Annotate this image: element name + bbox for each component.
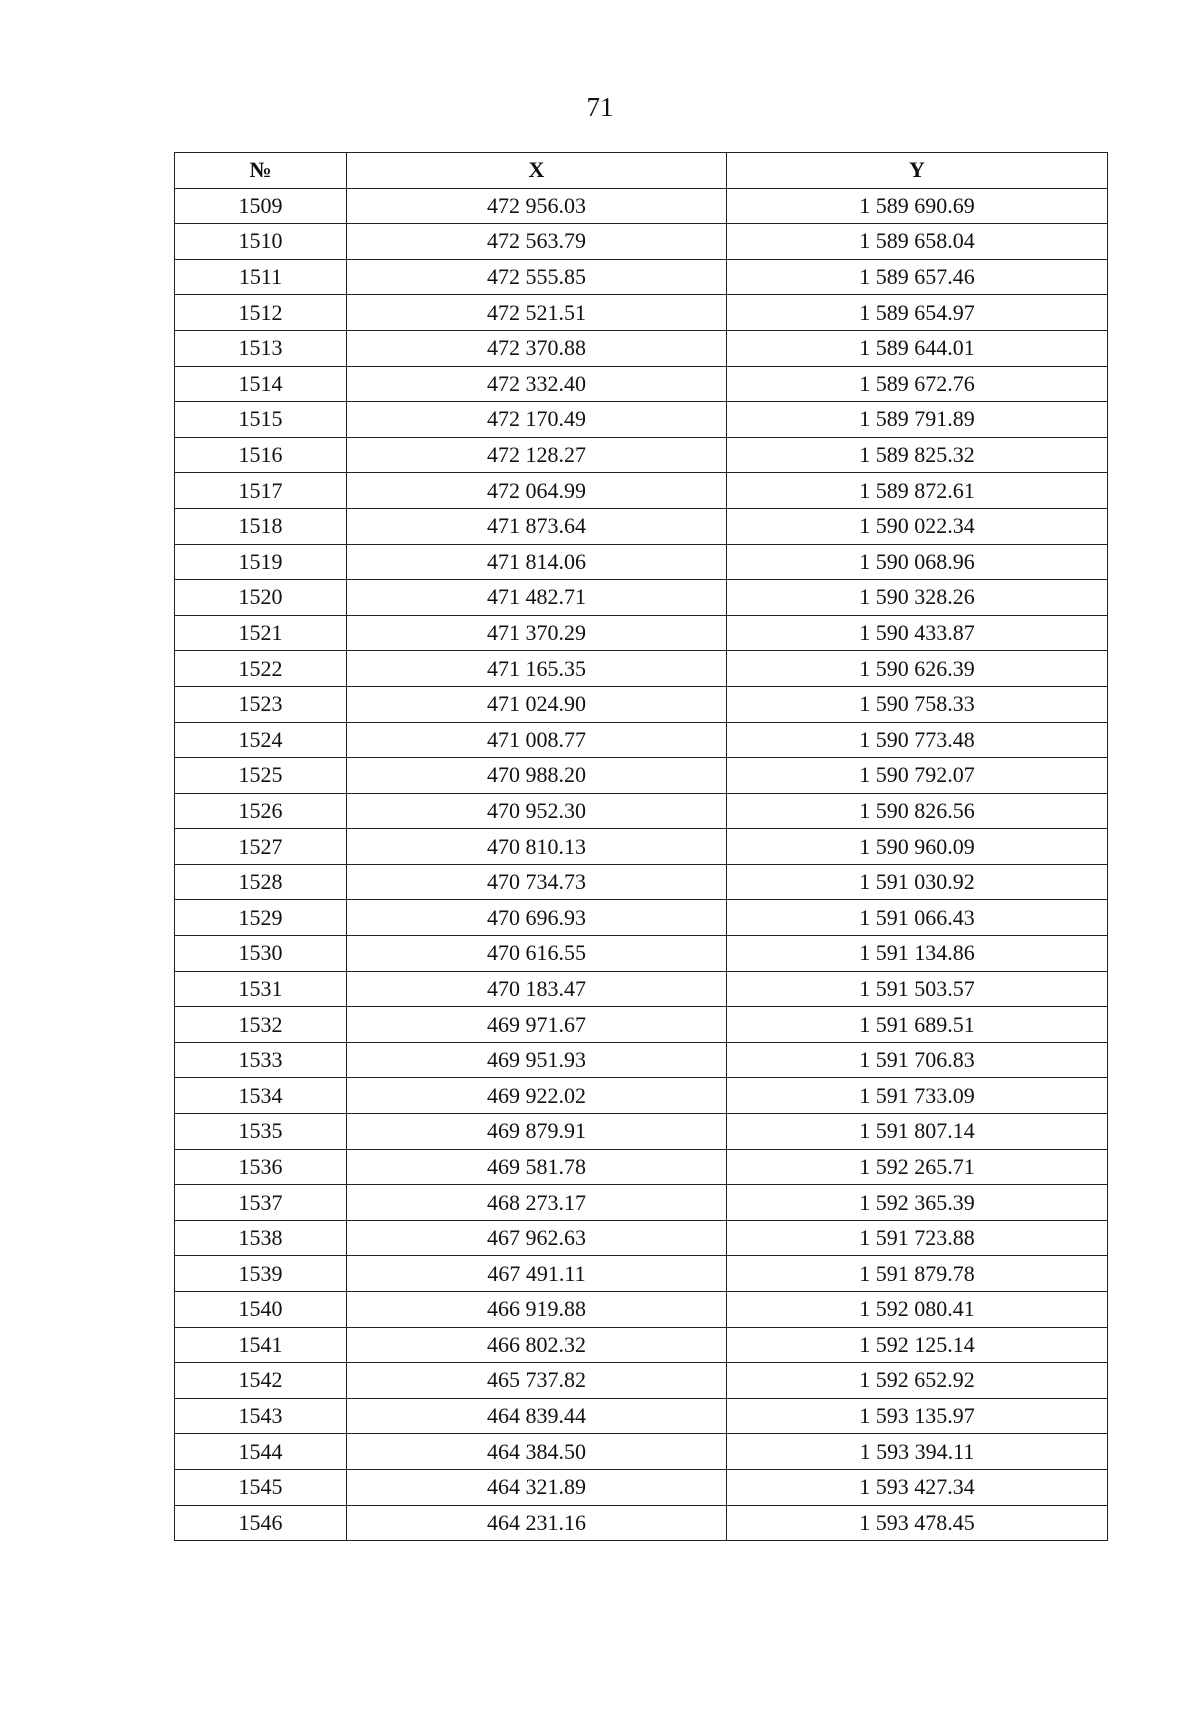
table-row — [175, 1327, 1108, 1363]
cell-x: 467 491.11 — [347, 1256, 727, 1292]
cell-y: 1 589 690.69 — [727, 188, 1108, 224]
cell-x: 472 563.79 — [347, 224, 727, 260]
cell-number: 1524 — [175, 722, 347, 758]
cell-x: 470 988.20 — [347, 758, 727, 794]
cell-x: 472 521.51 — [347, 295, 727, 331]
cell-x: 465 737.82 — [347, 1363, 727, 1399]
cell-x: 464 384.50 — [347, 1434, 727, 1470]
cell-number: 1540 — [175, 1292, 347, 1328]
cell-y: 1 589 657.46 — [727, 259, 1108, 295]
header-row — [175, 153, 1108, 189]
cell-y: 1 590 826.56 — [727, 793, 1108, 829]
cell-x: 472 064.99 — [347, 473, 727, 509]
table-row — [175, 615, 1108, 651]
cell-y: 1 591 689.51 — [727, 1007, 1108, 1043]
cell-number: 1542 — [175, 1363, 347, 1399]
cell-number: 1533 — [175, 1042, 347, 1078]
table-row — [175, 829, 1108, 865]
table-row — [175, 1042, 1108, 1078]
cell-x: 464 321.89 — [347, 1469, 727, 1505]
cell-y: 1 590 022.34 — [727, 508, 1108, 544]
cell-x: 471 165.35 — [347, 651, 727, 687]
table-row — [175, 1256, 1108, 1292]
cell-y: 1 590 773.48 — [727, 722, 1108, 758]
cell-y: 1 592 265.71 — [727, 1149, 1108, 1185]
cell-y: 1 591 706.83 — [727, 1042, 1108, 1078]
table-row — [175, 936, 1108, 972]
cell-number: 1519 — [175, 544, 347, 580]
cell-number: 1522 — [175, 651, 347, 687]
cell-x: 472 170.49 — [347, 402, 727, 438]
cell-number: 1534 — [175, 1078, 347, 1114]
cell-x: 469 971.67 — [347, 1007, 727, 1043]
cell-x: 470 696.93 — [347, 900, 727, 936]
cell-number: 1527 — [175, 829, 347, 865]
cell-y: 1 590 433.87 — [727, 615, 1108, 651]
cell-number: 1543 — [175, 1398, 347, 1434]
table-row — [175, 1398, 1108, 1434]
cell-number: 1530 — [175, 936, 347, 972]
cell-number: 1532 — [175, 1007, 347, 1043]
table-row — [175, 544, 1108, 580]
cell-number: 1528 — [175, 864, 347, 900]
cell-x: 469 879.91 — [347, 1114, 727, 1150]
cell-number: 1545 — [175, 1469, 347, 1505]
cell-y: 1 590 328.26 — [727, 580, 1108, 616]
cell-number: 1544 — [175, 1434, 347, 1470]
cell-number: 1516 — [175, 437, 347, 473]
cell-y: 1 591 503.57 — [727, 971, 1108, 1007]
cell-y: 1 591 807.14 — [727, 1114, 1108, 1150]
cell-x: 472 332.40 — [347, 366, 727, 402]
table-row — [175, 1469, 1108, 1505]
cell-number: 1518 — [175, 508, 347, 544]
cell-y: 1 593 478.45 — [727, 1505, 1108, 1541]
coordinates-table — [174, 152, 1108, 1541]
cell-y: 1 593 394.11 — [727, 1434, 1108, 1470]
table-row — [175, 437, 1108, 473]
cell-x: 471 482.71 — [347, 580, 727, 616]
cell-number: 1521 — [175, 615, 347, 651]
table-row — [175, 402, 1108, 438]
cell-x: 468 273.17 — [347, 1185, 727, 1221]
cell-number: 1536 — [175, 1149, 347, 1185]
table-row — [175, 508, 1108, 544]
cell-x: 466 919.88 — [347, 1292, 727, 1328]
cell-x: 467 962.63 — [347, 1220, 727, 1256]
table-row — [175, 1078, 1108, 1114]
table-row — [175, 864, 1108, 900]
table-row — [175, 758, 1108, 794]
cell-number: 1541 — [175, 1327, 347, 1363]
cell-y: 1 589 672.76 — [727, 366, 1108, 402]
cell-y: 1 592 125.14 — [727, 1327, 1108, 1363]
cell-number: 1511 — [175, 259, 347, 295]
table-row — [175, 259, 1108, 295]
cell-x: 464 231.16 — [347, 1505, 727, 1541]
table-row — [175, 366, 1108, 402]
cell-x: 471 008.77 — [347, 722, 727, 758]
page-number: 71 — [586, 92, 614, 122]
table-row — [175, 1434, 1108, 1470]
cell-number: 1526 — [175, 793, 347, 829]
cell-x: 471 370.29 — [347, 615, 727, 651]
cell-y: 1 592 080.41 — [727, 1292, 1108, 1328]
cell-number: 1509 — [175, 188, 347, 224]
cell-x: 470 183.47 — [347, 971, 727, 1007]
cell-number: 1537 — [175, 1185, 347, 1221]
cell-y: 1 591 879.78 — [727, 1256, 1108, 1292]
table-row — [175, 1007, 1108, 1043]
table-row — [175, 1220, 1108, 1256]
table-row — [175, 330, 1108, 366]
cell-number: 1531 — [175, 971, 347, 1007]
cell-x: 472 555.85 — [347, 259, 727, 295]
cell-x: 471 814.06 — [347, 544, 727, 580]
cell-x: 470 810.13 — [347, 829, 727, 865]
table-row — [175, 900, 1108, 936]
cell-y: 1 592 652.92 — [727, 1363, 1108, 1399]
cell-y: 1 591 066.43 — [727, 900, 1108, 936]
cell-x: 469 951.93 — [347, 1042, 727, 1078]
table-row — [175, 722, 1108, 758]
table-row — [175, 651, 1108, 687]
table-row — [175, 1185, 1108, 1221]
table-row — [175, 188, 1108, 224]
header-y: Y — [727, 153, 1108, 189]
cell-y: 1 592 365.39 — [727, 1185, 1108, 1221]
cell-y: 1 591 030.92 — [727, 864, 1108, 900]
cell-number: 1510 — [175, 224, 347, 260]
cell-y: 1 589 872.61 — [727, 473, 1108, 509]
cell-x: 472 370.88 — [347, 330, 727, 366]
cell-y: 1 593 135.97 — [727, 1398, 1108, 1434]
cell-number: 1512 — [175, 295, 347, 331]
cell-number: 1523 — [175, 686, 347, 722]
cell-x: 471 873.64 — [347, 508, 727, 544]
table-row — [175, 580, 1108, 616]
table-row — [175, 1505, 1108, 1541]
cell-number: 1535 — [175, 1114, 347, 1150]
cell-number: 1514 — [175, 366, 347, 402]
cell-number: 1546 — [175, 1505, 347, 1541]
cell-y: 1 589 654.97 — [727, 295, 1108, 331]
cell-number: 1525 — [175, 758, 347, 794]
table-row — [175, 971, 1108, 1007]
table-row — [175, 295, 1108, 331]
cell-x: 472 128.27 — [347, 437, 727, 473]
table-header — [175, 153, 1108, 189]
cell-y: 1 593 427.34 — [727, 1469, 1108, 1505]
cell-number: 1520 — [175, 580, 347, 616]
table-row — [175, 1363, 1108, 1399]
cell-number: 1513 — [175, 330, 347, 366]
cell-number: 1529 — [175, 900, 347, 936]
cell-y: 1 590 626.39 — [727, 651, 1108, 687]
table-row — [175, 1149, 1108, 1185]
header-x: X — [347, 153, 727, 189]
cell-number: 1538 — [175, 1220, 347, 1256]
table-row — [175, 686, 1108, 722]
cell-y: 1 589 658.04 — [727, 224, 1108, 260]
table-row — [175, 473, 1108, 509]
table-row — [175, 1114, 1108, 1150]
cell-x: 470 952.30 — [347, 793, 727, 829]
table-body — [175, 188, 1108, 1541]
cell-y: 1 591 134.86 — [727, 936, 1108, 972]
cell-number: 1515 — [175, 402, 347, 438]
table-row — [175, 1292, 1108, 1328]
cell-x: 464 839.44 — [347, 1398, 727, 1434]
cell-number: 1517 — [175, 473, 347, 509]
cell-y: 1 590 068.96 — [727, 544, 1108, 580]
cell-x: 470 734.73 — [347, 864, 727, 900]
cell-x: 469 922.02 — [347, 1078, 727, 1114]
table-row — [175, 224, 1108, 260]
cell-number: 1539 — [175, 1256, 347, 1292]
cell-y: 1 591 723.88 — [727, 1220, 1108, 1256]
cell-x: 466 802.32 — [347, 1327, 727, 1363]
cell-y: 1 590 960.09 — [727, 829, 1108, 865]
cell-x: 470 616.55 — [347, 936, 727, 972]
cell-y: 1 591 733.09 — [727, 1078, 1108, 1114]
header-number: № — [175, 153, 347, 189]
cell-y: 1 590 792.07 — [727, 758, 1108, 794]
cell-x: 471 024.90 — [347, 686, 727, 722]
table-row — [175, 793, 1108, 829]
cell-y: 1 590 758.33 — [727, 686, 1108, 722]
cell-y: 1 589 791.89 — [727, 402, 1108, 438]
cell-y: 1 589 825.32 — [727, 437, 1108, 473]
cell-x: 469 581.78 — [347, 1149, 727, 1185]
cell-x: 472 956.03 — [347, 188, 727, 224]
cell-y: 1 589 644.01 — [727, 330, 1108, 366]
